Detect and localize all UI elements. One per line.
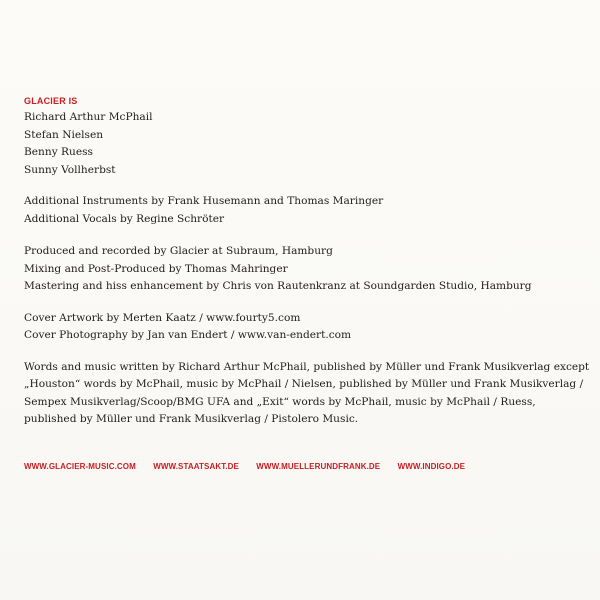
band-member: Sunny Vollherbst bbox=[24, 163, 116, 176]
additional-line: Additional Instruments by Frank Husemann and Thomas Maringer bbox=[24, 195, 384, 207]
publishing-line: Words and music written by Richard Arthur McPhail, published by Müller und Frank Musikverlag except bbox=[24, 360, 590, 373]
credits-content bbox=[24, 96, 590, 429]
band-member: Richard Arthur McPhail bbox=[24, 111, 153, 123]
band-member: Benny Ruess bbox=[24, 146, 93, 158]
additional-credits bbox=[24, 193, 584, 228]
publishing-credits bbox=[24, 359, 590, 429]
band-member: Stefan Nielsen bbox=[24, 128, 104, 141]
link-muellerundfrank[interactable]: WWW.MUELLERUNDFRANK.DE bbox=[256, 462, 381, 471]
link-indigo[interactable]: WWW.INDIGO.DE bbox=[397, 462, 466, 471]
artwork-credits bbox=[24, 310, 584, 345]
band-members bbox=[24, 109, 584, 179]
production-line: Mastering and hiss enhancement by Chris von Rautenkranz at Soundgarden Studio, Hamburg bbox=[24, 280, 532, 292]
additional-line: Additional Vocals by Regine Schröter bbox=[24, 212, 225, 225]
publishing-line: published by Müller und Frank Musikverlag / Pistolero Music. bbox=[24, 413, 359, 425]
link-glacier-music[interactable]: WWW.GLACIER-MUSIC.COM bbox=[24, 462, 136, 471]
production-line: Produced and recorded by Glacier at Subraum, Hamburg bbox=[24, 245, 333, 257]
production-line: Mixing and Post-Produced by Thomas Mahringer bbox=[24, 262, 288, 275]
band-heading: GLACIER IS bbox=[24, 96, 78, 106]
publishing-line: Sempex Musikverlag/Scoop/BMG UFA and „Exit“ words by McPhail, music by McPhail / Ruess, bbox=[24, 395, 536, 408]
publishing-line: „Houston“ words by McPhail, music by McPhail / Nielsen, published by Müller und Frank Musikverlag / bbox=[24, 378, 584, 390]
production-credits bbox=[24, 243, 584, 296]
artwork-line: Cover Photography by Jan van Endert / www.van-endert.com bbox=[24, 329, 352, 341]
artwork-line: Cover Artwork by Merten Kaatz / www.fourty5.com bbox=[24, 311, 301, 324]
link-staatsakt[interactable]: WWW.STAATSAKT.DE bbox=[153, 462, 239, 471]
website-links bbox=[24, 462, 480, 471]
